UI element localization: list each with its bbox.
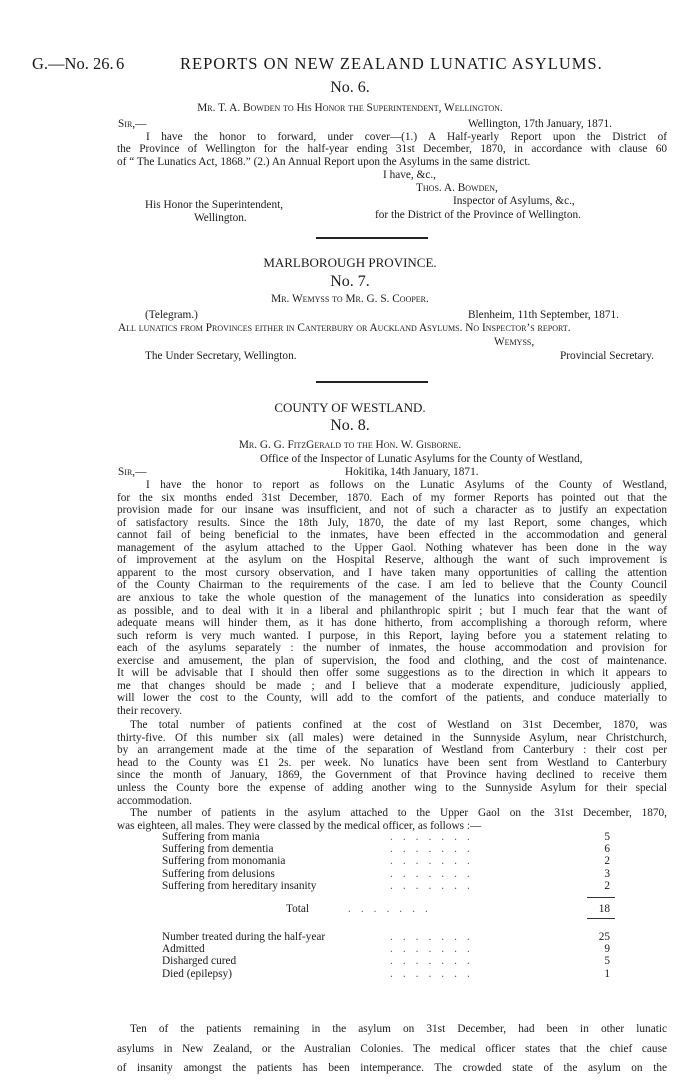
paragraph-line: Ten of the patients remaining in the asylum on 31st December, had been in other lunatic: [130, 1023, 667, 1035]
no6-body-line: the Province of Wellington for the half-year ending 31st December, 1870, in accordance with clause 60: [117, 143, 667, 155]
no6-signature: Thos. A. Bowden,: [416, 182, 498, 194]
no8-place-date: Hokitika, 14th January, 1871.: [345, 466, 479, 478]
page-title: REPORTS ON NEW ZEALAND LUNATIC ASYLUMS.: [180, 54, 603, 73]
paragraph-line: of the County Chairman to the requirements of the case. I am led to believe that the County Council: [117, 579, 667, 592]
no7-signature: Wemyss,: [494, 336, 535, 348]
row-value: 9: [604, 943, 610, 956]
paragraph-line: apparent to the most cursory observation, and I have taken many opportunities of calling the attention: [117, 566, 667, 579]
paragraph-line: cannot fail of being beneficial to the inmates, have been effected in the accommodation and general: [117, 529, 667, 542]
row-label: Number treated during the half-year: [162, 931, 326, 943]
paragraph-line: of insanity amongst the patients has been intemperance. The crowded state of the asylum on the: [117, 1062, 667, 1074]
county-heading: COUNTY OF WESTLAND.: [274, 400, 426, 415]
no7-number: No. 7.: [330, 273, 370, 290]
paragraph-line: asylums in New Zealand, or the Australian Colonies. The medical officer states that the chief cause: [117, 1042, 667, 1055]
paragraph-line: I have the honor to report as follows on the Lunatic Asylums of the County of Westland,: [146, 479, 667, 491]
row-value: 6: [604, 843, 610, 856]
no8-heading: Mr. G. G. FitzGerald to the Hon. W. Gisborne.: [238, 439, 462, 451]
paragraph-line: was eighteen, all males. They were classed by the medical officer, as follows :—: [117, 819, 482, 832]
paragraph-line: The total number of patients confined at the cost of Westland on 31st December, 1870, was: [130, 719, 667, 731]
no6-body-line: I have the honor to forward, under cover—(1.) A Half-yearly Report upon the District of: [146, 131, 667, 143]
paragraph-line: unless the County bore the expense of adding another wing to the Sunnyside Asylum for their special: [117, 782, 667, 794]
paragraph-line: since the month of January, 1869, the Government of that Province having declined to receive them: [117, 769, 667, 782]
row-label: Suffering from dementia: [162, 843, 274, 856]
no6-salutation: Sir,—: [118, 118, 147, 130]
paragraph-line: are anxious to take the whole question of the management of the lunatics into consideration as speedily: [117, 591, 667, 604]
section-divider: [316, 381, 428, 383]
paragraph-line: adequate means will hinder them, as it has done hitherto, from accomplishing a thorough reform, where: [117, 617, 667, 630]
row-value: 5: [604, 831, 610, 843]
no8-number: No. 8.: [330, 417, 370, 434]
row-label: Suffering from hereditary insanity: [162, 879, 317, 892]
row-label: Suffering from delusions: [162, 867, 275, 880]
row-label: Suffering from mania: [162, 831, 260, 843]
province-heading: MARLBOROUGH PROVINCE.: [263, 255, 437, 270]
row-label: Died (epilepsy): [162, 967, 232, 980]
paragraph-line: such reform is very much wanted. I purpose, in this Report, laying before you a statement relating to: [117, 629, 667, 642]
total-value: 18: [598, 903, 610, 915]
page-number: 6: [116, 54, 125, 73]
row-value: 1: [604, 967, 610, 980]
paragraph-line: of improvement at the asylum on the Hospital Reserve, although the want of such improvement is: [117, 554, 667, 567]
no7-heading: Mr. Wemyss to Mr. G. S. Cooper.: [271, 293, 429, 305]
paragraph-line: each of the asylums separately : the number of inmates, the house accommodation and provision for: [117, 642, 667, 655]
no7-telegram: (Telegram.): [145, 309, 198, 321]
no6-addressee: Wellington.: [194, 212, 247, 224]
paragraph-line: head to the County was £1 2s. per week. No lunatics have been sent from Westland to Canterbury: [117, 756, 667, 769]
row-label: Admitted: [162, 943, 205, 956]
no6-number: No. 6.: [330, 79, 370, 96]
paragraph-line: for the six months ended 31st December, 1870. Each of my former Reports has pointed out that the: [117, 491, 667, 504]
section-divider: [316, 237, 428, 239]
row-value: 25: [598, 931, 610, 943]
no6-addressee: His Honor the Superintendent,: [145, 199, 284, 211]
no6-body-line: of “ The Lunatics Act, 1868.” (2.) An Annual Report upon the Asylums in the same district.: [117, 156, 531, 168]
no7-place-date: Blenheim, 11th September, 1871.: [468, 309, 619, 321]
paragraph-line: as possible, and to deal with it in a liberal and philanthropic spirit ; but I much fear that the want of: [117, 604, 667, 617]
row-value: 2: [604, 855, 610, 868]
paragraph-line: their recovery.: [117, 704, 183, 717]
total-rule: [587, 897, 615, 898]
paragraph-line: It will be advisable that I should then offer some suggestions as to the direction in which it appears to: [117, 667, 667, 680]
no8-office: Office of the Inspector of Lunatic Asylums for the County of Westland,: [260, 453, 583, 465]
paragraph-line: of satisfactory results. Since the 18th July, 1870, the date of my last Report, some changes, which: [117, 516, 667, 529]
paragraph-line: The number of patients in the asylum attached to the Upper Gaol on the 31st December, 1870,: [130, 807, 667, 819]
no8-salutation: Sir,—: [118, 466, 147, 478]
row-value: 3: [604, 867, 610, 880]
no7-signature-title: Provincial Secretary.: [560, 350, 654, 362]
row-value: 5: [604, 955, 610, 968]
no7-addressee: The Under Secretary, Wellington.: [145, 350, 297, 362]
no6-signature-title: Inspector of Asylums, &c.,: [453, 195, 575, 207]
no6-heading: Mr. T. A. Bowden to His Honor the Superintendent, Wellington.: [197, 102, 503, 114]
row-label: Disharged cured: [162, 955, 237, 968]
paragraph-line: provision made for our insane was insufficient, and not of such a character as to justify an expectation: [117, 504, 667, 517]
row-value: 2: [604, 879, 610, 892]
total-rule: [587, 918, 615, 919]
row-label: Suffering from monomania: [162, 855, 286, 868]
no7-body: All lunatics from Provinces either in Canterbury or Auckland Asylums. No Inspector’s report.: [118, 322, 571, 334]
no6-closing: I have, &c.,: [383, 169, 437, 181]
no6-place-date: Wellington, 17th January, 1871.: [468, 118, 612, 130]
paragraph-line: management of the asylum attached to the Upper Gaol. Nothing whatever has been done in the way: [117, 541, 667, 554]
total-label: Total: [286, 903, 310, 915]
paragraph-line: me that changes should be made ; and I believe that a moderate expenditure, judiciously applied,: [117, 679, 667, 692]
paragraph-line: accommodation.: [117, 794, 192, 807]
paragraph-line: will lower the cost to the County, will add to the comfort of the patients, and conduce materially to: [117, 692, 667, 705]
paragraph-line: exercise and amusement, the plan of supervision, the food and clothing, and the cost of maintenance.: [117, 654, 667, 667]
page-code: G.—No. 26.: [32, 54, 114, 73]
no6-signature-title: for the District of the Province of Wellington.: [375, 209, 581, 221]
paragraph-line: thirty-five. Of this number six (all males) were detained in the Sunnyside Asylum, near Christchurch,: [117, 731, 667, 744]
paragraph-line: by an arrangement made at the time of the separation of Westland from Canterbury : their cost per: [117, 744, 667, 757]
